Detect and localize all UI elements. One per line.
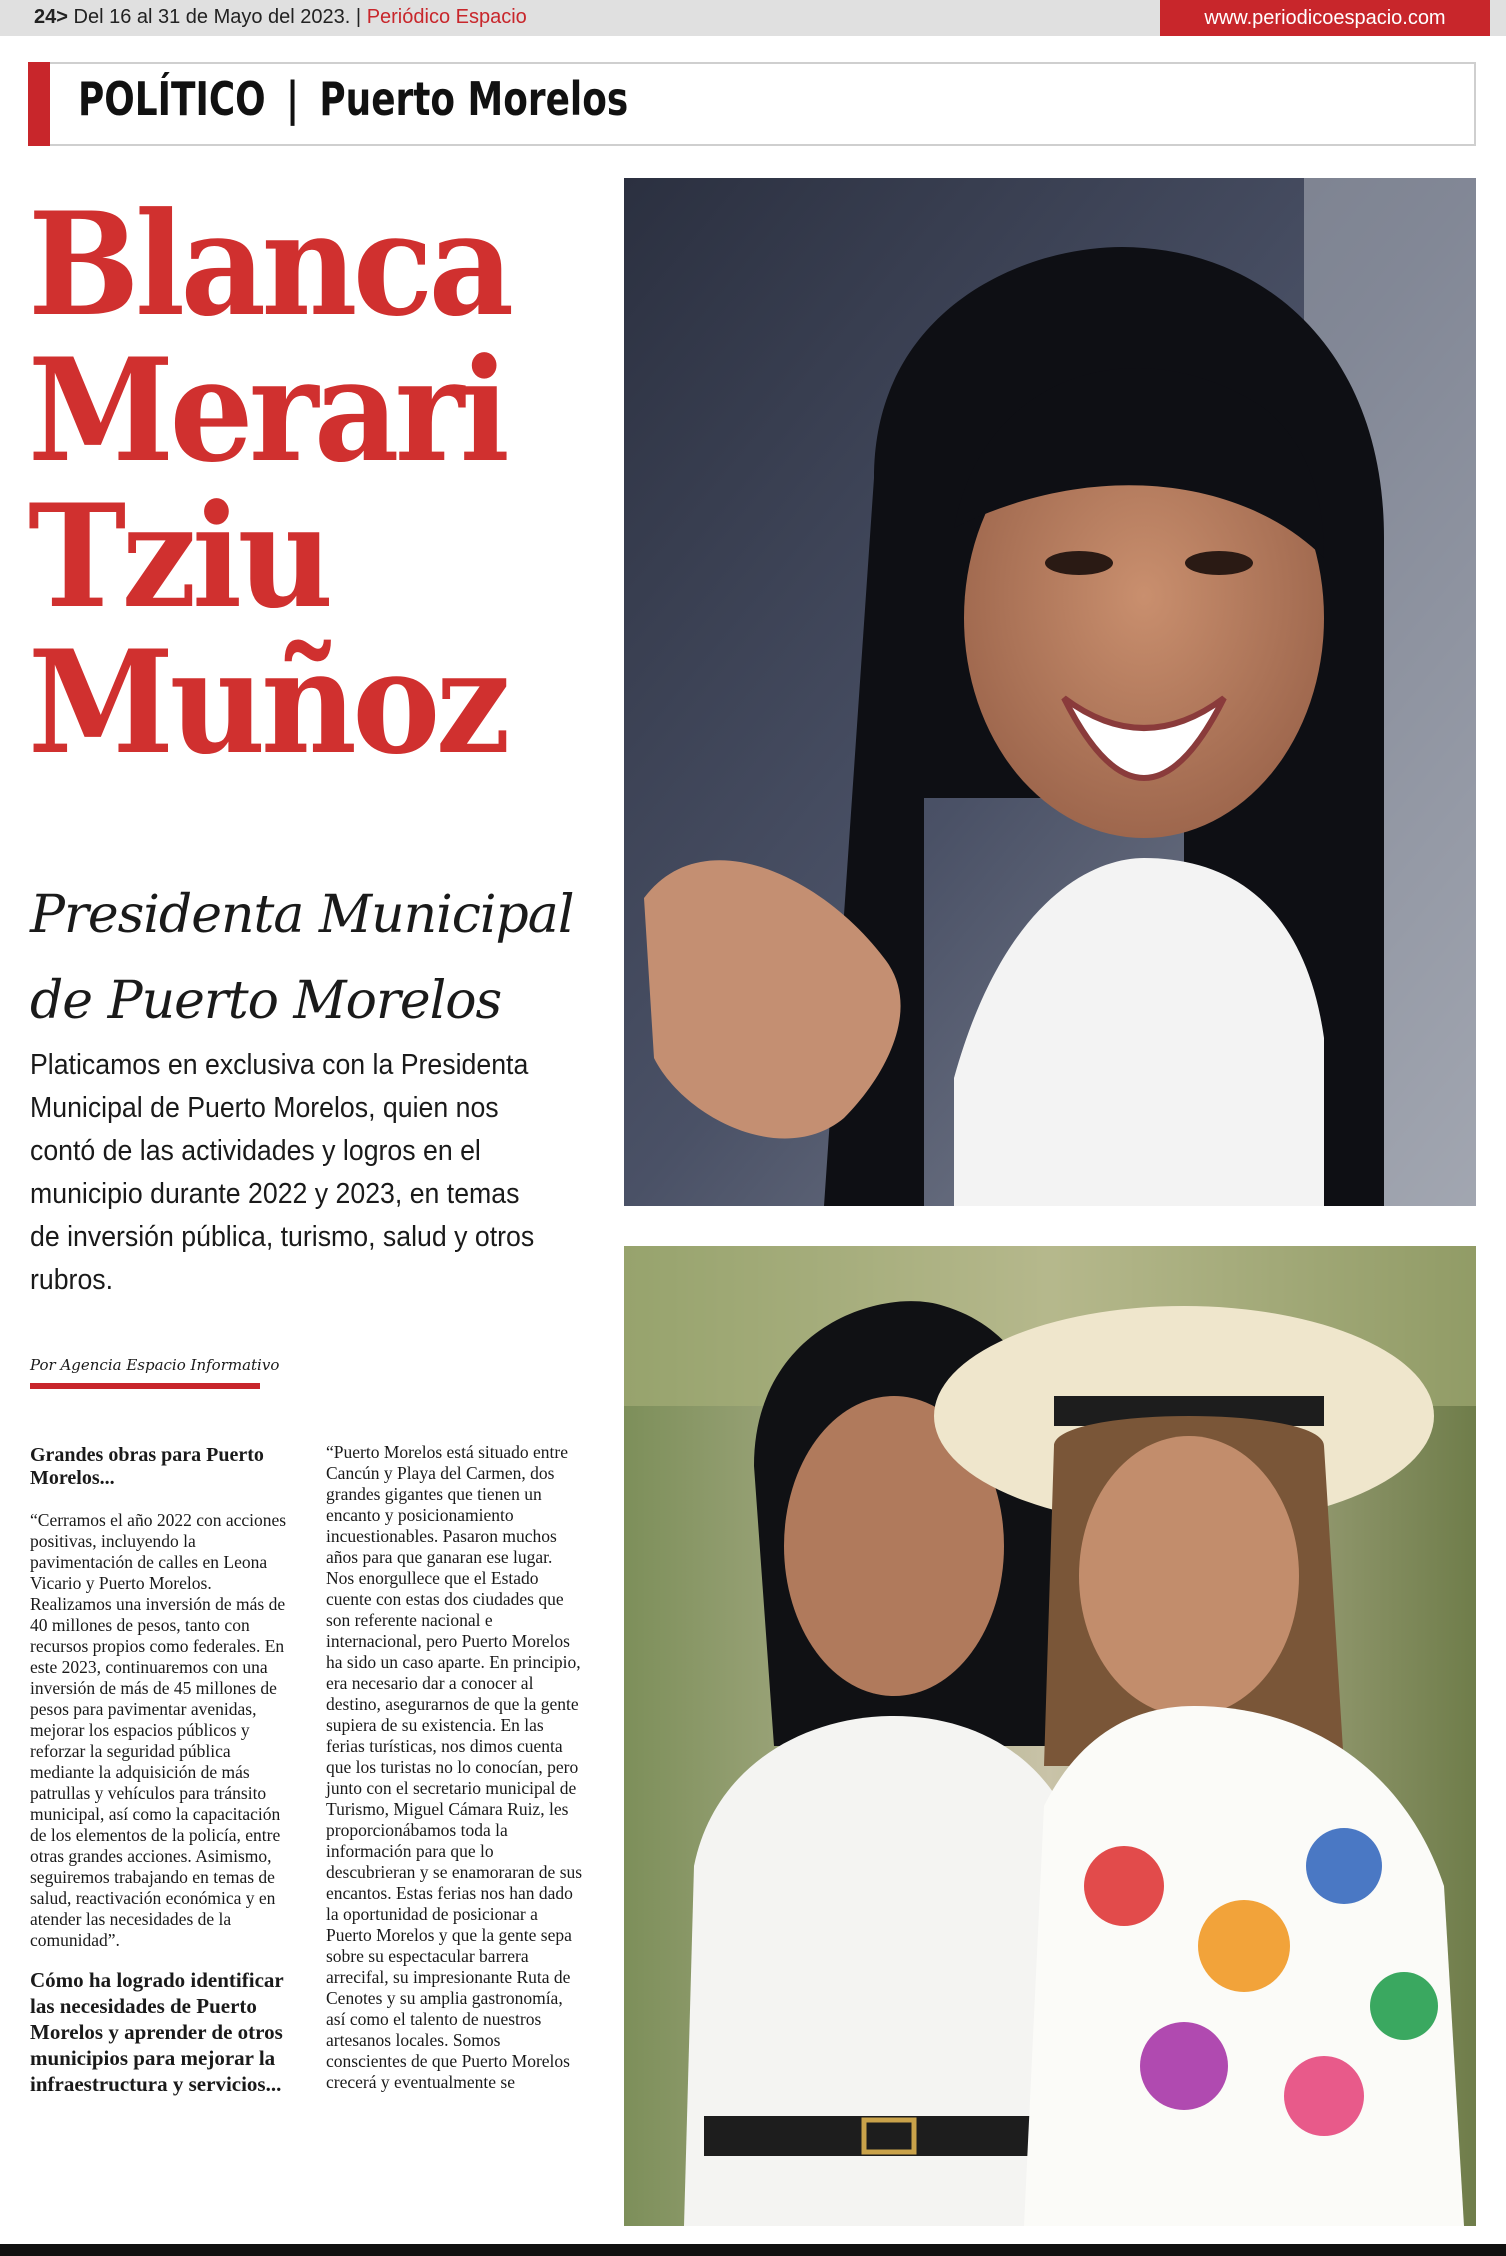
subtitle-line: Presidenta Municipal [30, 885, 574, 945]
article-column-2 [326, 1442, 584, 2109]
section-header [28, 62, 1476, 146]
issue-info [34, 6, 527, 29]
headline-line: Muñoz [28, 620, 507, 786]
subtitle [30, 872, 610, 1044]
byline-rule [30, 1383, 260, 1389]
intro-paragraph: Platicamos en exclusiva con la Presidenta Municipal de Puerto Morelos, quien nos contó de las actividades y logros en el municipio durante 2022 y 2023, en temas de inversión pública, turismo, salud y otros rubros. [30, 1049, 535, 1296]
section-category: POLÍTICO [78, 72, 266, 126]
subtitle-line: de Puerto Morelos [30, 971, 502, 1031]
website-link[interactable]: www.periodicoespacio.com [1160, 0, 1490, 36]
section-accent-bar [28, 62, 50, 146]
headline-line: Merari [28, 328, 506, 494]
bottom-rule [0, 2244, 1506, 2256]
article-column-1 [30, 1444, 288, 2117]
paper-name: Periódico Espacio [366, 6, 527, 28]
interview-question: Cómo ha logrado identificar las necesidades de Puerto Morelos y aprender de otros municipios para mejorar la infraestructura y servicios... [30, 1968, 284, 2096]
section-label [78, 72, 628, 126]
column-paragraph: “Puerto Morelos está situado entre Cancún y Playa del Carmen, dos grandes gigantes que tienen un encanto y posicionamiento incuestionables. Pasaron muchos años para que ganaran ese lugar. Nos enorgullece que el Estado cuente con estas dos ciudades que son referente nacional e internacional, pero Puerto Morelos ha sido un caso aparte. En principio, era necesario dar a conocer al destino, asegurarnos de que la gente supiera de su existencia. En las ferias turísticas, nos dimos cuenta que los turistas no lo conocían, pero junto con el secretario municipal de Turismo, Miguel Cámara Ruiz, les proporcionábamos toda la información para que lo descubrieran y se enamoraran de sus encantos. Estas ferias nos han dado la oportunidad de posicionar a Puerto Morelos y que la gente sepa sobre su espectacular barrera arrecifal, su impresionante Ruta de Cenotes y su amplia gastronomía, así como el talento de nuestros artesanos locales. Somos conscientes de que Puerto Morelos crecerá y eventualmente se [326, 1442, 583, 2092]
column-paragraph: “Cerramos el año 2022 con acciones positivas, incluyendo la pavimentación de calles en Leona Vicario y Puerto Morelos. Realizamos una inversión de más de 40 millones de pesos, tanto con recursos propios como federales. En este 2023, continuaremos con una inversión de más de 45 millones de pesos para pavimentar avenidas, mejorar los espacios públicos y reforzar la seguridad pública mediante la adquisición de más patrullas y vehículos para tránsito municipal, así como la capacitación de los elementos de la policía, entre otras grandes acciones. Asimismo, seguiremos trabajando en temas de salud, reactivación económica y en atender las necesidades de la comunidad”. [30, 1510, 287, 1950]
headline-line: Blanca [28, 182, 510, 348]
headline [28, 182, 628, 786]
issue-date: Del 16 al 31 de Mayo del 2023. [73, 6, 351, 28]
section-divider: | [285, 72, 300, 126]
column-heading: Grandes obras para Puerto Morelos... [30, 1444, 264, 1489]
page-number: 24> [34, 6, 68, 28]
byline: Por Agencia Espacio Informativo [30, 1356, 280, 1374]
issue-separator: | [355, 6, 362, 28]
event-photo [624, 1246, 1476, 2226]
headline-line: Tziu [28, 474, 329, 640]
portrait-photo [624, 178, 1476, 1206]
section-location: Puerto Morelos [319, 72, 629, 126]
top-bar [0, 0, 1506, 36]
